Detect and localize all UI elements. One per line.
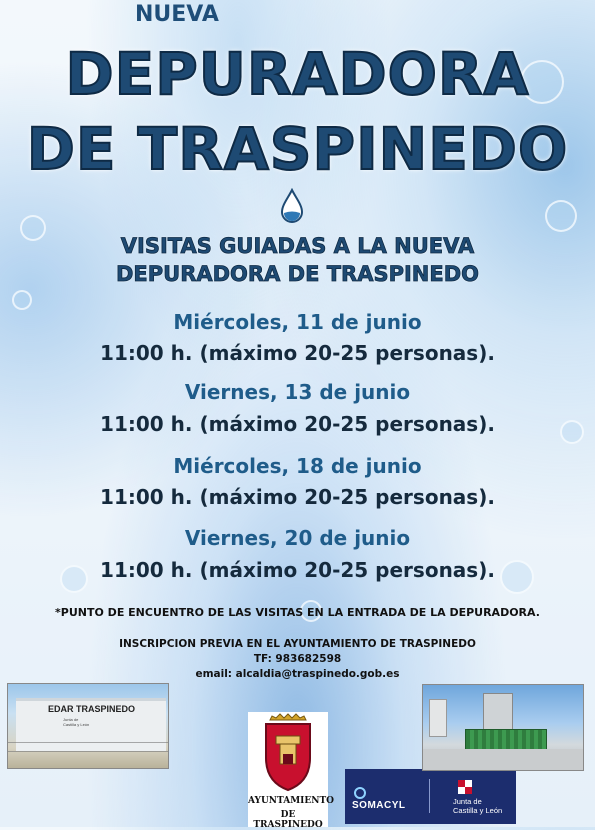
- plant-facility-photo: [422, 684, 584, 771]
- visit-time: 11:00 h. (máximo 20-25 personas).: [100, 558, 495, 582]
- visit-day: Miércoles, 11 de junio: [173, 310, 422, 334]
- divider: [429, 779, 430, 813]
- visit-time: 11:00 h. (máximo 20-25 personas).: [100, 341, 495, 365]
- building-sign-sub: Junta de Castilla y León: [63, 717, 90, 727]
- registration-info: INSCRIPCION PREVIA EN EL AYUNTAMIENTO DE TRASPINEDO: [119, 638, 476, 650]
- building-sign: EDAR TRASPINEDO: [48, 704, 136, 714]
- road: [423, 749, 583, 770]
- kicker: NUEVA: [135, 2, 219, 27]
- somacyl-logo-icon: [354, 787, 366, 799]
- water-drop-icon: [279, 188, 305, 224]
- sponsor-banner: [345, 769, 516, 824]
- coat-of-arms-icon: [248, 712, 328, 792]
- registration-phone: TF: 983682598: [253, 653, 342, 665]
- green-gate: [465, 729, 547, 751]
- junta-label: Junta de Castilla y León: [453, 797, 503, 815]
- junta-shield-icon: [457, 779, 473, 795]
- subtitle-line2: DEPURADORA DE TRASPINEDO: [115, 262, 480, 286]
- meeting-point-note: *PUNTO DE ENCUENTRO DE LAS VISITAS EN LA ENTRADA DE LA DEPURADORA.: [55, 606, 540, 619]
- visit-day: Viernes, 20 de junio: [184, 526, 411, 550]
- council-name-line1: AYUNTAMIENTO: [248, 796, 335, 806]
- page-title-line1: DEPURADORA: [65, 40, 530, 108]
- somacyl-label: SOMACYL: [352, 800, 406, 811]
- water-splash: [12, 290, 32, 310]
- visit-time: 11:00 h. (máximo 20-25 personas).: [100, 485, 495, 509]
- visit-time: 11:00 h. (máximo 20-25 personas).: [100, 412, 495, 436]
- council-name-line2: DE TRASPINEDO: [253, 810, 323, 830]
- registration-email: email: alcaldia@traspinedo.gob.es: [195, 668, 400, 680]
- water-splash: [545, 200, 577, 232]
- visit-day: Viernes, 13 de junio: [184, 380, 411, 404]
- visit-day: Miércoles, 18 de junio: [173, 454, 422, 478]
- page-title-line2: DE TRASPINEDO: [26, 115, 569, 183]
- plant-building-photo: [7, 683, 169, 769]
- council-logo: [248, 712, 335, 830]
- fence: [8, 742, 168, 752]
- subtitle-line1: VISITAS GUIADAS A LA NUEVA: [120, 234, 475, 258]
- silo: [429, 699, 447, 737]
